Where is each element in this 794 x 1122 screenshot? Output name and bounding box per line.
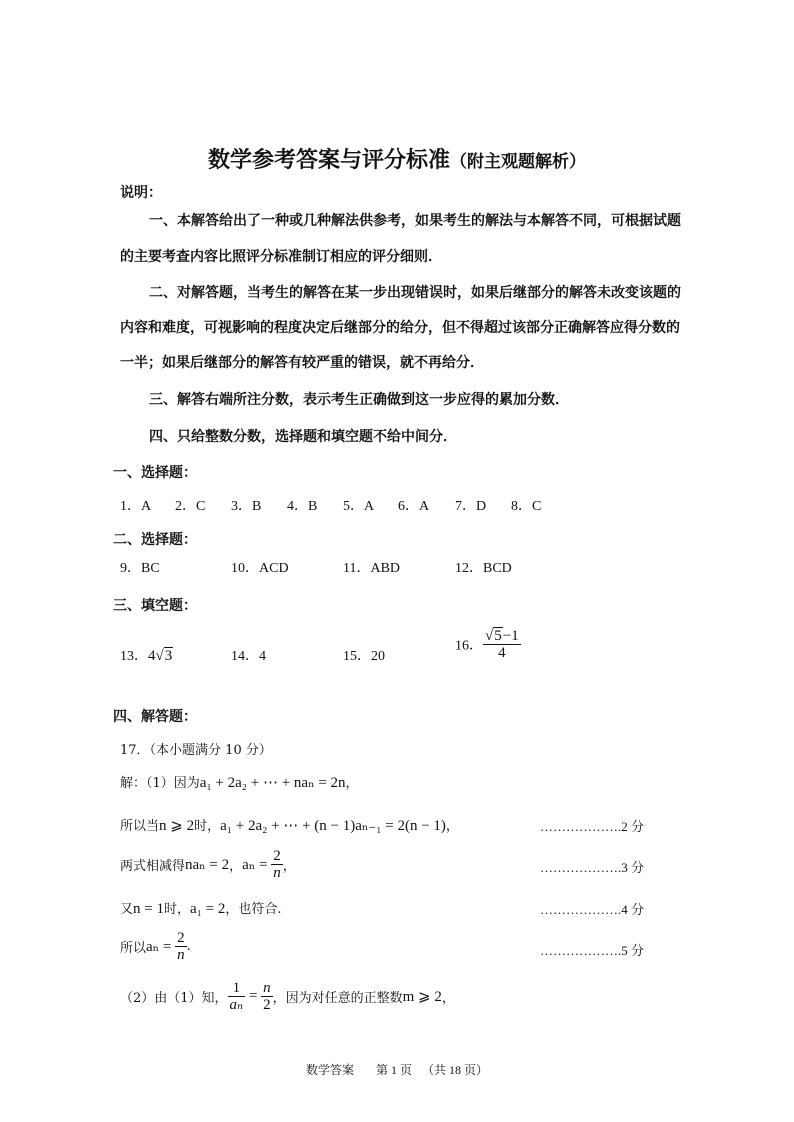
multi-answer-11: 11．ABD (343, 561, 401, 576)
section-multi-heading: 二、选择题： (113, 532, 197, 548)
fill-13-label: 13． (120, 649, 148, 664)
note-3: 三、解答右端所注分数，表示考生正确做到这一步应得的累加分数． (149, 392, 569, 408)
fill-16-radicand: 5 (494, 628, 502, 644)
q17-l6-left-fraction (228, 980, 246, 1013)
q17-l6-mid: ，因为对任意的正整数 (272, 991, 403, 1006)
footer-total: （共 18 页） (422, 1063, 489, 1077)
q17-score-4: ……………….4 分 (540, 902, 645, 917)
fill-16-num-rest: −1 (502, 628, 519, 644)
q17-l2-cond: n ⩾ 2 (159, 818, 195, 834)
q17-l6-right-numerator: n (263, 980, 271, 996)
multi-answer-12: 12．BCD (455, 561, 512, 576)
q17-line-3 (120, 848, 296, 881)
q17-l3-numerator: 2 (273, 848, 281, 864)
q17-l1-math: a₁ + 2a₂ + ⋯ + naₙ = 2n (199, 775, 346, 791)
section-fill-heading: 三、填空题： (113, 598, 197, 614)
note-heading: 说明： (120, 185, 162, 201)
q17-l6-left-numerator: 1 (228, 980, 246, 997)
q17-l3-prefix: 两式相减得 (120, 859, 186, 874)
note-4: 四、只给整数分数，选择题和填空题不给中间分． (149, 429, 457, 445)
q17-l3-sep: ， (229, 859, 243, 874)
q17-l2-end: ， (445, 819, 459, 834)
q17-l4-cond: n = 1 (133, 901, 164, 917)
title-sub: （附主观题解析） (450, 152, 586, 172)
sqrt-symbol: √ (485, 628, 494, 644)
multi-answer-10: 10．ACD (231, 561, 289, 576)
q17-line-4 (120, 898, 282, 918)
fill-16-denominator: 4 (498, 645, 506, 661)
q17-score-3: ……………….3 分 (540, 860, 645, 875)
section-solution-heading: 四、解答题： (113, 709, 197, 725)
q17-l3-fraction (271, 848, 283, 881)
choice-answer-7: 7．D (455, 499, 487, 514)
page-title (0, 143, 794, 174)
choice-answer-8: 8．C (511, 499, 542, 514)
fill-13-coef: 4 (148, 648, 156, 664)
q17-l6-right-fraction (261, 980, 273, 1013)
note-2-line-3: 一半；如果后继部分的解答有较严重的错误，就不再给分． (120, 355, 484, 371)
fill-16-label: 16． (455, 638, 483, 654)
choice-answer-3: 3．B (231, 499, 262, 514)
q17-l2-math: a₁ + 2a₂ + ⋯ + (n − 1)aₙ₋₁ = 2(n − 1) (220, 818, 446, 834)
sqrt-symbol: √ (155, 648, 164, 664)
q17-l6-cond: m ⩾ 2 (402, 989, 442, 1005)
q17-l5-end: . (186, 939, 191, 954)
note-1-line-2: 的主要考查内容比照评分标准制订相应的评分细则． (120, 249, 442, 265)
choice-answer-4: 4．B (287, 499, 318, 514)
fill-answer-13 (120, 645, 173, 665)
q17-l5-denominator: n (177, 947, 185, 963)
q17-l3-denominator: n (273, 865, 281, 881)
note-1-line-1: 一、本解答给出了一种或几种解法供参考，如果考生的解法与本解答不同，可根据试题 (149, 213, 681, 229)
q17-line-6 (120, 980, 455, 1013)
q17-score-2: ……………….2 分 (540, 819, 645, 834)
page-footer (0, 1061, 794, 1078)
q17-l4-math: a₁ = 2 (190, 901, 226, 917)
choice-answer-2: 2．C (175, 499, 206, 514)
q17-header: 17．（本小题满分 10 分） (120, 743, 272, 758)
q17-l1-prefix: 解：（1）因为 (120, 776, 200, 791)
fill-answer-14: 14．4 (231, 649, 266, 664)
q17-l5-fraction (175, 930, 187, 963)
fill-answer-15: 15．20 (343, 649, 385, 664)
footer-page: 第 1 页 (375, 1063, 412, 1077)
q17-l4-end: ，也符合. (225, 902, 282, 917)
note-2-line-2: 内容和难度，可视影响的程度决定后继部分的给分，但不得超过该部分正确解答应得分数的 (120, 320, 680, 336)
q17-l3-end: ， (282, 859, 296, 874)
q17-l1-end: ， (345, 776, 359, 791)
q17-l5-numerator: 2 (177, 930, 185, 946)
fill-answer-16 (455, 628, 521, 661)
footer-subject: 数学答案 (305, 1063, 354, 1077)
q17-l5-prefix: 所以 (120, 941, 147, 956)
q17-l4-mid: 时， (163, 902, 190, 917)
q17-l5-an: aₙ = (146, 939, 176, 955)
title-main: 数学参考答案与评分标准 (207, 148, 450, 173)
q17-l6-left-denominator: aₙ (229, 997, 244, 1013)
q17-l3-math: naₙ = 2 (185, 857, 230, 873)
q17-l2-prefix: 所以当 (120, 819, 160, 834)
q17-l6-end: ， (441, 991, 455, 1006)
q17-line-1 (120, 772, 359, 792)
fill-16-numerator (483, 628, 521, 645)
fill-16-fraction (483, 628, 521, 661)
q17-line-2 (120, 815, 459, 835)
q17-l6-right-denominator: 2 (263, 997, 271, 1013)
q17-l6-prefix: （2）由（1）知， (120, 991, 228, 1006)
choice-answer-5: 5．A (343, 499, 375, 514)
note-2-line-1: 二、对解答题，当考生的解答在某一步出现错误时，如果后继部分的解答未改变该题的 (149, 285, 681, 301)
q17-l6-eq: = (245, 988, 262, 1004)
q17-l2-mid: 时， (194, 819, 221, 834)
fill-13-radicand: 3 (164, 648, 173, 664)
choice-answer-1: 1．A (120, 499, 152, 514)
q17-score-5: ……………….5 分 (540, 943, 645, 958)
multi-answer-9: 9．BC (120, 561, 160, 576)
q17-l4-prefix: 又 (120, 902, 134, 917)
q17-line-5 (120, 930, 191, 963)
choice-answer-6: 6．A (398, 499, 430, 514)
q17-l3-an: aₙ = (242, 857, 272, 873)
section-choice-heading: 一、选择题： (113, 465, 197, 481)
